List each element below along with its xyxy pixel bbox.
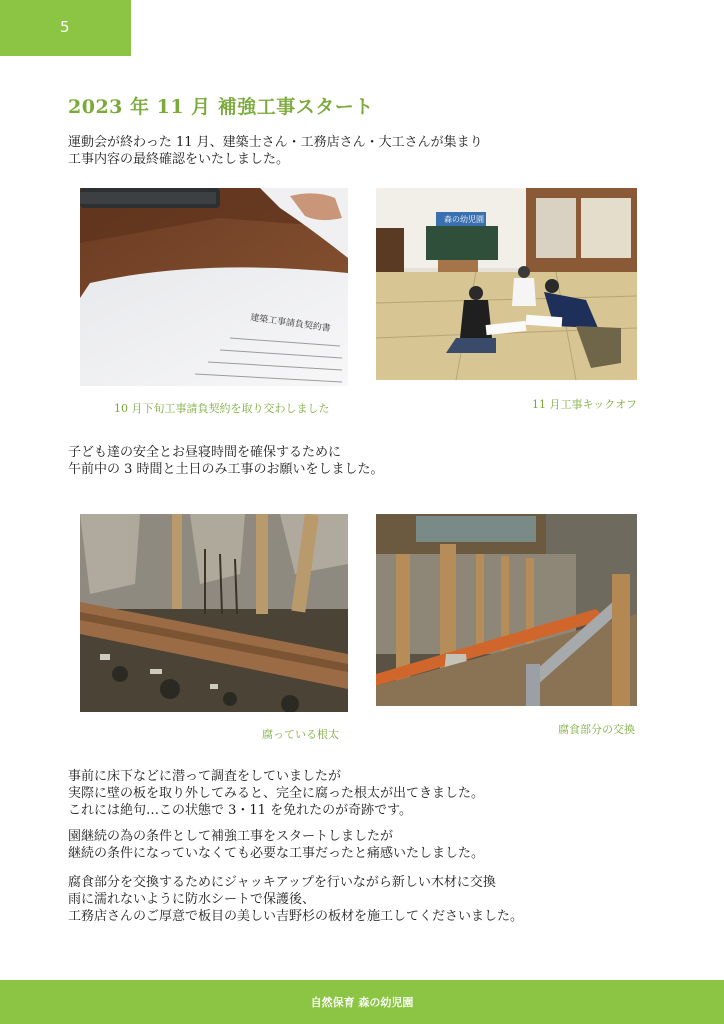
- page-number-tab: [0, 0, 131, 56]
- caption-contract: 10 月下旬工事請負契約を取り交わしました: [114, 402, 330, 415]
- intro-paragraph: [68, 134, 483, 168]
- intro-line: 運動会が終わった 11 月、建築士さん・工務店さん・大工さんが集まり: [68, 135, 483, 150]
- body-line: 工務店さんのご厚意で板目の美しい吉野杉の板材を施工してくださいました。: [68, 909, 524, 924]
- footer-text: 自然保育 森の幼児園: [310, 996, 414, 1009]
- middle-line: 子ども達の安全とお昼寝時間を確保するために: [68, 445, 342, 460]
- caption-rotten-joist: 腐っている根太: [262, 728, 339, 741]
- caption-kickoff: 11 月工事キックオフ: [532, 398, 637, 411]
- body-paragraph-3: [68, 874, 523, 925]
- document-heading-text: 建築工事請負契約書: [249, 313, 332, 335]
- body-line: 継続の条件になっていなくても必要な工事だったと痛感いたしました。: [68, 846, 485, 861]
- intro-line: 工事内容の最終確認をいたしました。: [68, 152, 290, 167]
- body-line: 事前に床下などに潜って調査をしていましたが: [68, 769, 342, 784]
- caption-replacement: 腐食部分の交換: [558, 723, 635, 736]
- body-line: これには絶句…この状態で 3・11 を免れたのが奇跡です。: [68, 803, 413, 818]
- body-paragraph-1: [68, 768, 484, 819]
- middle-paragraph: [68, 444, 384, 478]
- footer-bar: [0, 980, 724, 1024]
- body-paragraph-2: [68, 828, 484, 862]
- contract-photo: [80, 188, 348, 386]
- kickoff-photo: [376, 188, 637, 380]
- body-line: 園継続の為の条件として補強工事をスタートしましたが: [68, 829, 394, 844]
- section-title: 2023 年 11 月 補強工事スタート: [68, 96, 374, 118]
- rotten-joist-photo: [80, 514, 348, 712]
- body-line: 実際に壁の板を取り外してみると、完全に腐った根太が出てきました。: [68, 786, 485, 801]
- body-line: 腐食部分を交換するためにジャッキアップを行いながら新しい木材に交換: [68, 875, 496, 890]
- page-number: 5: [60, 18, 70, 36]
- body-line: 雨に濡れないように防水シートで保護後、: [68, 892, 316, 907]
- banner-text: 森の幼児園: [444, 215, 484, 224]
- replacement-photo: [376, 514, 637, 706]
- middle-line: 午前中の 3 時間と土日のみ工事のお願いをしました。: [68, 462, 384, 477]
